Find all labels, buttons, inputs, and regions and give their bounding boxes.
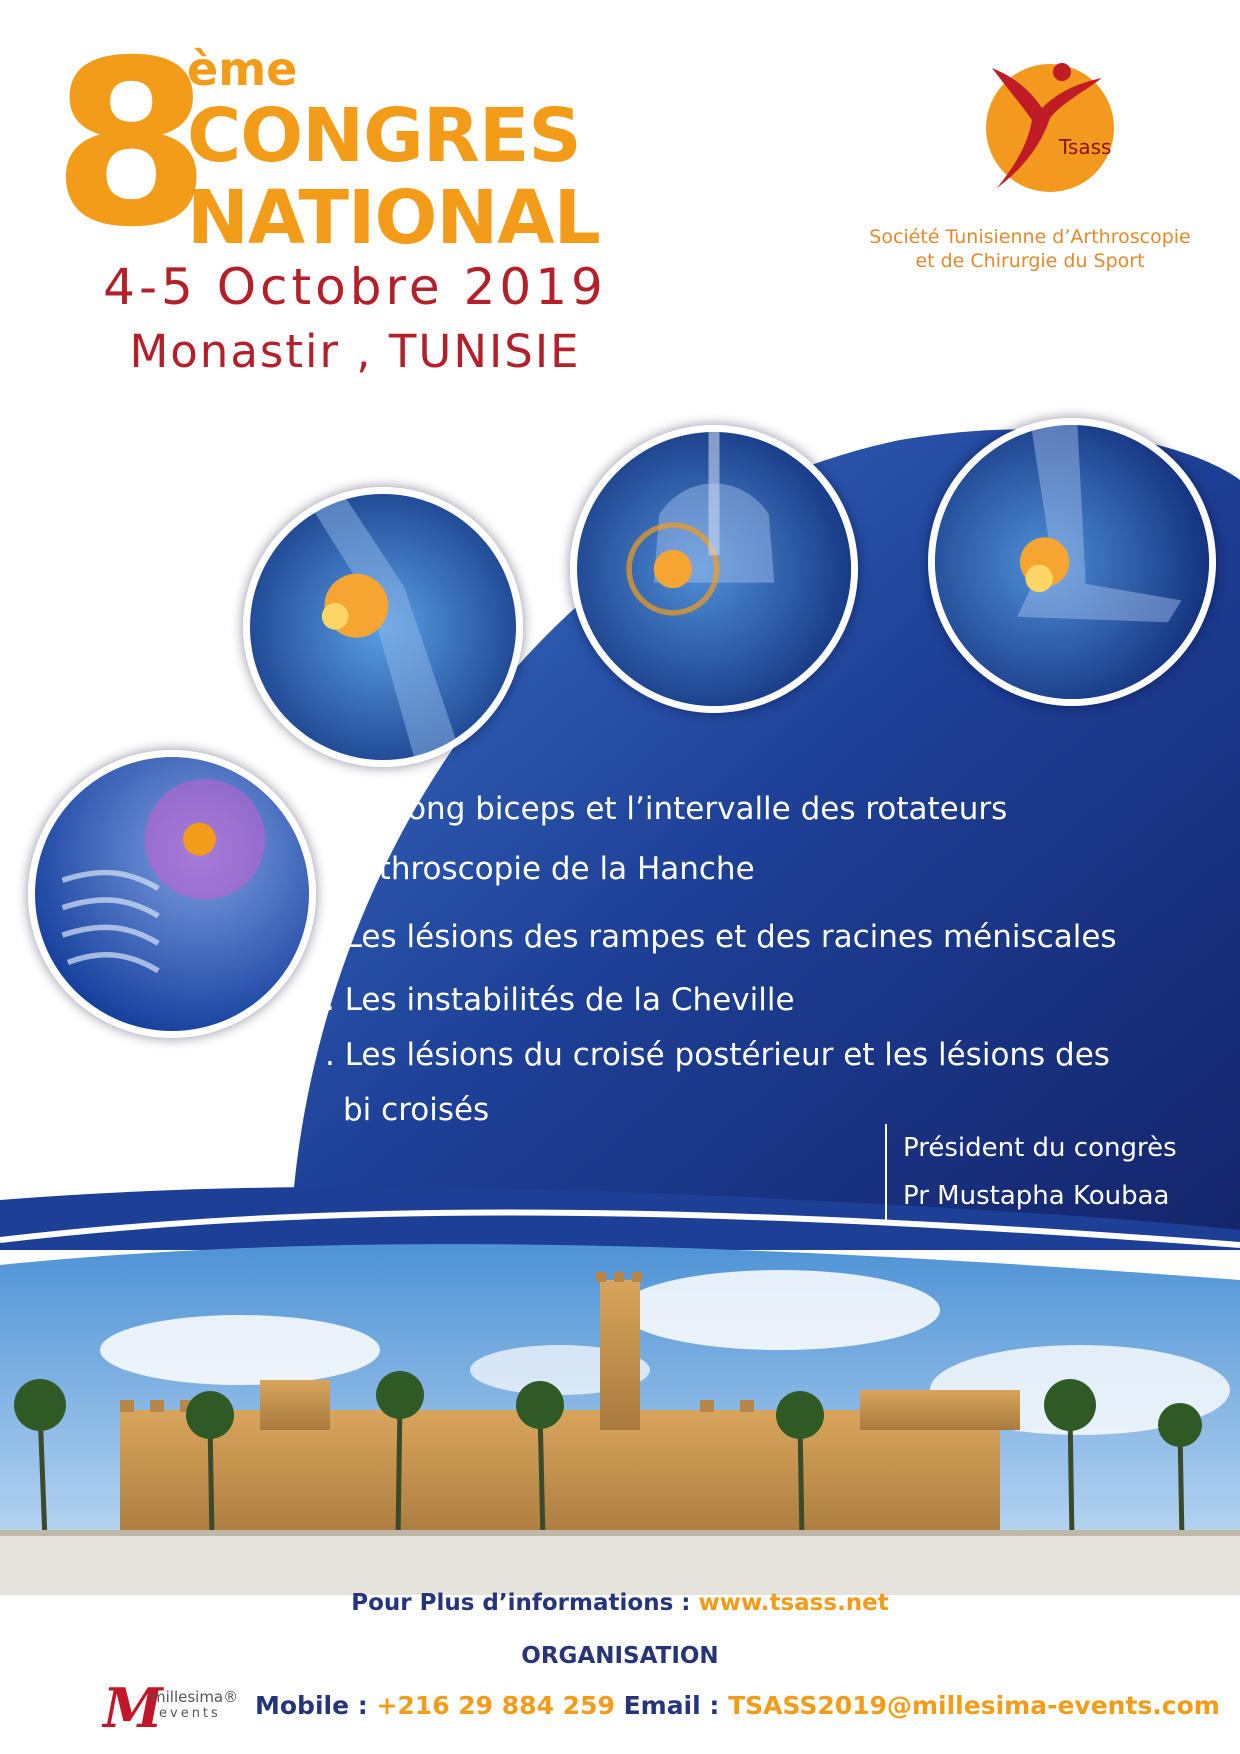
president-name: Pr Mustapha Koubaa <box>903 1181 1170 1211</box>
topic-item: bi croisés <box>343 1092 490 1128</box>
president-block <box>885 1124 1177 1220</box>
organizer-name <box>850 225 1210 273</box>
mobile-label: Mobile : <box>255 1691 377 1720</box>
mobile-number[interactable]: +216 29 884 259 <box>376 1691 615 1720</box>
president-role: Président du congrès <box>903 1133 1177 1163</box>
topic-item: . Le Long biceps et l’intervalle des rotateurs <box>325 791 1008 827</box>
event-dates: 4-5 Octobre 2019 <box>103 258 607 316</box>
shoulder-image <box>28 750 316 1038</box>
organizer-name-line1: Société Tunisienne d’Arthroscopie <box>869 226 1191 248</box>
millesima-events-logo <box>103 1676 253 1740</box>
hip-image <box>570 425 858 713</box>
topic-item: . Les lésions du croisé postérieur et les lésions des <box>325 1037 1110 1073</box>
topic-item: . Arthroscopie de la Hanche <box>325 851 755 887</box>
title-national: NATIONAL <box>187 175 600 261</box>
events-logo-word: events <box>159 1706 221 1721</box>
contact-line <box>255 1691 1220 1720</box>
title-congres: CONGRES <box>187 93 581 179</box>
ankle-image <box>928 418 1216 706</box>
edition-suffix: ème <box>187 42 298 96</box>
tsass-logo <box>962 48 1122 198</box>
email-label: Email : <box>614 1691 729 1720</box>
millesima-logo-word: millesima® <box>151 1688 239 1706</box>
organizer-name-line2: et de Chirurgie du Sport <box>915 250 1145 272</box>
edition-number: 8 <box>52 11 205 277</box>
more-info-label: Pour Plus d’informations : <box>351 1590 699 1616</box>
more-info-line <box>0 1590 1240 1616</box>
knee-image <box>243 487 523 767</box>
topic-item: . Les instabilités de la Cheville <box>325 982 795 1018</box>
topic-item: . Les lésions des rampes et des racines méniscales <box>325 919 1117 955</box>
organisation-heading: ORGANISATION <box>521 1643 719 1669</box>
email-address[interactable]: TSASS2019@millesima-events.com <box>728 1691 1220 1720</box>
tsass-logo-text: Tsass <box>1059 135 1112 159</box>
monastir-ribat-photo <box>0 1240 1240 1595</box>
event-location: Monastir , TUNISIE <box>129 325 581 378</box>
website-link[interactable]: www.tsass.net <box>698 1590 889 1616</box>
millesima-logo-mark: M <box>103 1676 163 1740</box>
